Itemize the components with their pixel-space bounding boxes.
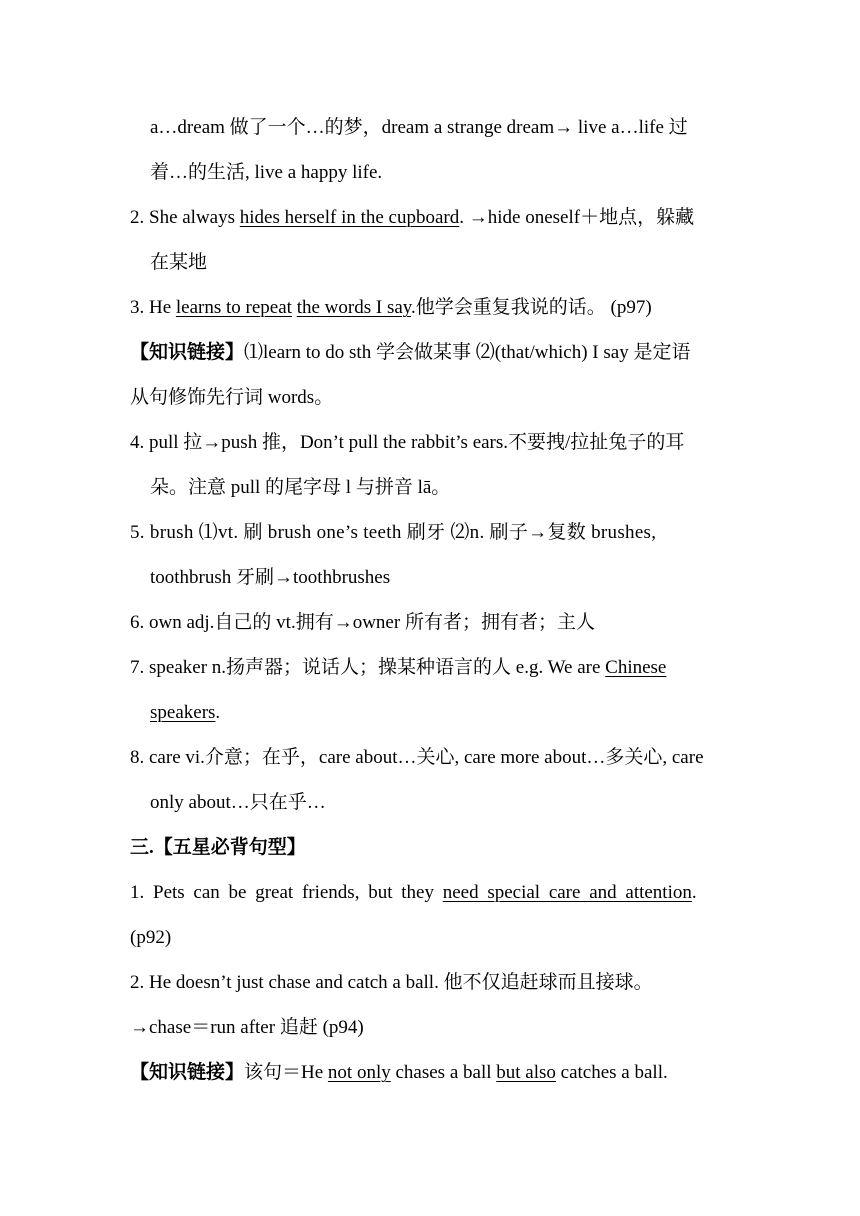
- underlined-phrase: need special care and attention: [442, 882, 692, 903]
- text: .: [691, 882, 697, 903]
- underlined-phrase: Chinese: [605, 657, 667, 678]
- underlined-phrase: but also: [496, 1062, 556, 1083]
- item-3-line: [130, 295, 652, 321]
- section-heading: 三.【五星必背句型】: [130, 837, 306, 858]
- text: 7. speaker n.扬声器；说话人；操某种语言的人 e.g. We are: [130, 657, 606, 678]
- sentence-1-line: [130, 880, 697, 906]
- underlined-phrase: hides herself in the cupboard: [239, 207, 460, 228]
- knowledge-link-heading: 【知识链接】: [130, 342, 245, 363]
- knowledge-link-line: [130, 340, 690, 366]
- text-line: →chase＝run after 追赶 (p94): [130, 1017, 364, 1038]
- text-line: 朵。注意 pull 的尾字母 l 与拼音 lā。: [150, 477, 451, 498]
- text-line: toothbrush 牙刷→toothbrushes: [150, 567, 391, 588]
- item-8-line: 8. care vi.介意；在乎，care about…关心, care more about…多关心, care: [130, 747, 704, 768]
- item-2-line: [130, 205, 694, 231]
- item-4-line: 4. pull 拉→push 推，Don’t pull the rabbit’s ears.不要拽/拉扯兔子的耳: [130, 432, 685, 453]
- text-line: only about…只在乎…: [150, 792, 326, 813]
- underlined-phrase: speakers: [150, 702, 216, 723]
- text: . →hide oneself＋地点，躲藏: [459, 207, 695, 228]
- item-6-line: 6. own adj.自己的 vt.拥有→owner 所有者；拥有者；主人: [130, 612, 595, 633]
- item-7-line: [130, 655, 666, 681]
- underlined-phrase: learns to repeat: [175, 297, 292, 318]
- text: .: [215, 702, 221, 723]
- text: chases a ball: [390, 1062, 497, 1083]
- text-line: (p92): [130, 927, 172, 948]
- text-line: [150, 700, 220, 726]
- text: 1. Pets can be great friends, but they: [130, 882, 443, 903]
- sentence-2-line: 2. He doesn’t just chase and catch a ball. 他不仅追赶球而且接球。: [130, 972, 653, 993]
- underlined-phrase: not only: [327, 1062, 391, 1083]
- knowledge-link-line: [130, 1060, 668, 1086]
- item-5-line: 5. brush ⑴vt. 刷 brush one’s teeth 刷牙 ⑵n. 刷子→复数 brushes,: [130, 522, 657, 543]
- knowledge-link-heading: 【知识链接】: [130, 1062, 245, 1083]
- text-line: 着…的生活, live a happy life.: [150, 162, 383, 183]
- text: 3. He: [130, 297, 176, 318]
- underlined-phrase: the words I say: [296, 297, 412, 318]
- text: ⑴learn to do sth 学会做某事 ⑵(that/which) I say 是定语: [244, 342, 691, 363]
- text: 2. She always: [130, 207, 240, 228]
- text: .他学会重复我说的话。 (p97): [411, 297, 652, 318]
- text-line: a…dream 做了一个…的梦，dream a strange dream→ live a…life 过: [150, 117, 688, 138]
- text-line: 从句修饰先行词 words。: [130, 387, 334, 408]
- text: catches a ball.: [555, 1062, 668, 1083]
- text: 该句＝He: [244, 1062, 328, 1083]
- text-line: 在某地: [150, 252, 208, 273]
